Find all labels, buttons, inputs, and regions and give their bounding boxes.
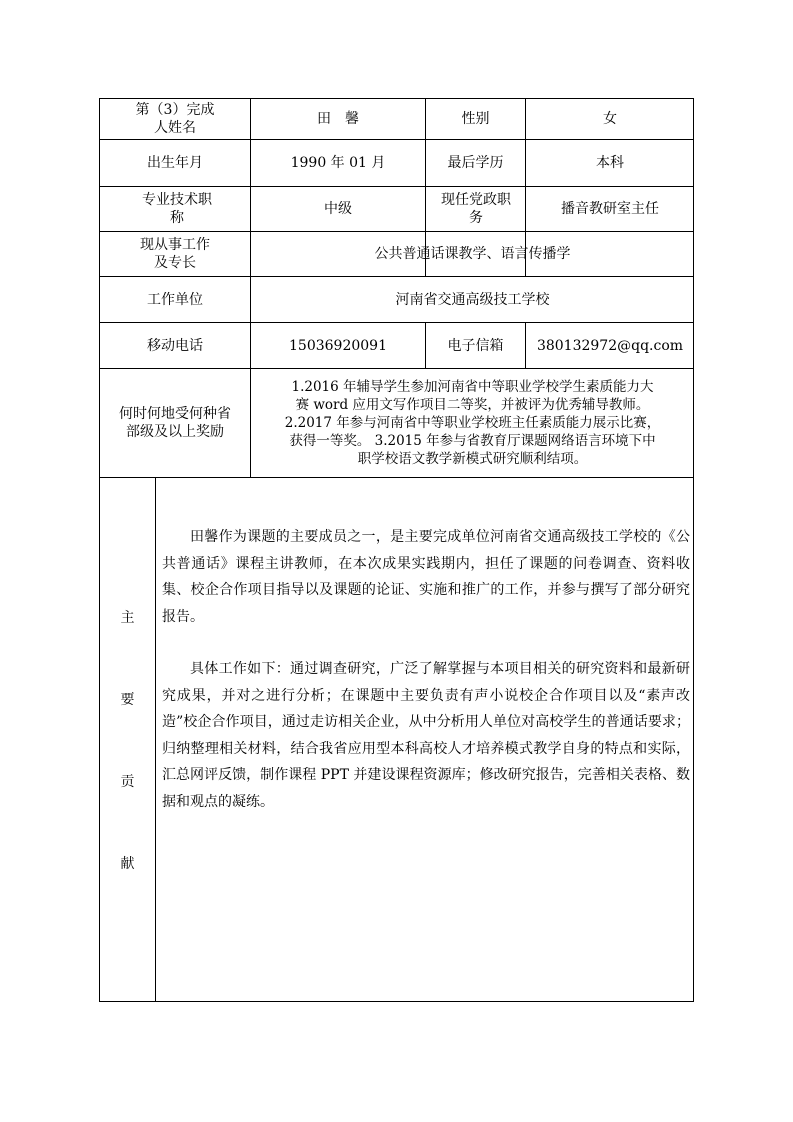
- awards-line: 获得一等奖。 3.2015 年参与省教育厅课题网络语言环境下中: [289, 433, 656, 449]
- contribution-label: [100, 477, 155, 1002]
- birth-label: 出生年月: [147, 155, 203, 171]
- contribution-label-char: 献: [120, 856, 135, 872]
- contribution-label-char: 贡: [120, 774, 135, 790]
- awards-content: [251, 369, 694, 477]
- info-form-table: [99, 98, 694, 1002]
- contribution-paragraph: 田馨作为课题的主要成员之一，是主要完成单位河南省交通高级技工学校的《公共普通话》课程主讲教师，在本次成果实践期内，担任了课题的问卷调查、资料收集、校企合作项目指导以及课题的论证、实施和推广的工作，并参与撰写了部分研究报告。: [162, 529, 690, 625]
- education-value: 本科: [596, 155, 624, 171]
- gender-label: 性别: [461, 111, 490, 127]
- row-divider: [100, 477, 694, 478]
- mobile-label: 移动电话: [147, 337, 203, 354]
- current-job-label: 现从事工作及专长: [140, 237, 210, 271]
- awards-line: 2.2017 年参与河南省中等职业学校班主任素质能力展示比赛，: [284, 415, 661, 431]
- awards-line: 赛 word 应用文写作项目二等奖，并被评为优秀辅导教师。: [295, 397, 650, 413]
- awards-line: 职学校语文教学新模式研究顺利结项。: [357, 451, 588, 467]
- contribution-label-char: 主: [120, 610, 135, 626]
- contribution-label-char: 要: [120, 692, 135, 708]
- party-position-value: 播音教研室主任: [561, 201, 659, 217]
- party-position-label: 现任党政职务: [441, 192, 511, 226]
- name-value: 田 馨: [317, 111, 359, 127]
- col-divider: [155, 477, 156, 1002]
- work-unit-value: 河南省交通高级技工学校: [395, 291, 550, 308]
- contribution-content: [162, 524, 690, 841]
- contribution-paragraph: 具体工作如下：通过调查研究，广泛了解掌握与本项目相关的研究资料和最新研究成果，并对之进行分析；在课题中主要负责有声小说校企合作项目以及“素声改造”校企合作项目，通过走访相关企业，从中分析用人单位对高校学生的普通话要求；归纳整理相关材料，结合我省应用型本科高校人才培养模式教学自身的特点和实际，汇总网评反馈，制作课程 PPT 并建设课程资源库；修改研究报告，完善相关表格、数据和观点的凝练。: [162, 661, 690, 810]
- current-job-value: 公共普通话课教学、语言传播学: [374, 246, 571, 262]
- awards-label: 何时何地受何种省部级及以上奖励: [119, 406, 231, 440]
- mobile-value: 15036920091: [289, 337, 387, 354]
- name-label: 第（3）完成人姓名: [135, 102, 215, 136]
- education-label: 最后学历: [447, 155, 504, 171]
- awards-line: 1.2016 年辅导学生参加河南省中等职业学校学生素质能力大: [291, 379, 654, 395]
- email-value: 380132972@qq.com: [536, 337, 684, 354]
- gender-value: 女: [603, 111, 617, 127]
- tech-title-label: 专业技术职 称: [142, 192, 240, 226]
- tech-title-value: 中级: [324, 201, 352, 217]
- work-unit-label: 工作单位: [147, 291, 203, 308]
- email-label: 电子信箱: [447, 337, 504, 354]
- birth-value: 1990 年 01 月: [290, 155, 386, 171]
